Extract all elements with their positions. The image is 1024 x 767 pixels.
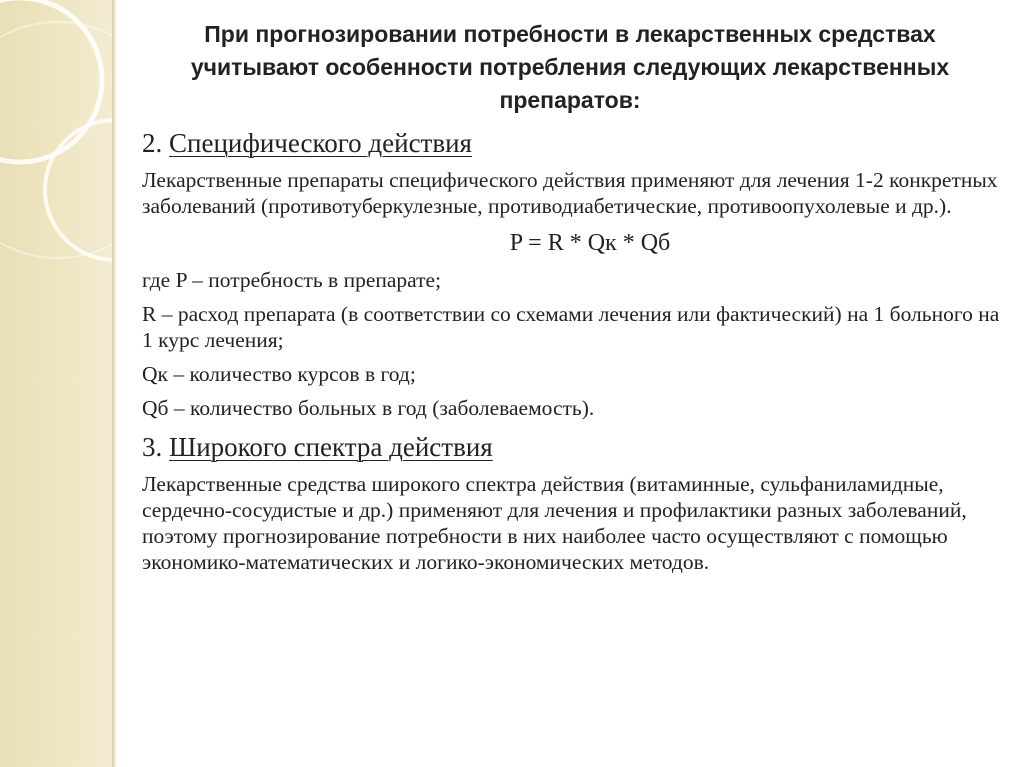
formula: P = R * Qк * Qб — [509, 230, 671, 256]
slide-content — [140, 18, 1000, 581]
section-3-title: Широкого спектра действия — [169, 432, 493, 462]
section-2-text: Лекарственные препараты специфического действия применяют для лечения 1-2 конкретных заболеваний (противотуберкулезные, противодиабетические, противоопухолевые и др.). — [142, 168, 998, 218]
definition-p: где P – потребность в препарате; — [142, 268, 442, 292]
section-2-heading — [142, 125, 1000, 161]
decorative-side-panel — [0, 0, 112, 767]
side-panel-edge — [112, 0, 116, 767]
slide-title: При прогнозировании потребности в лекарственных средствах учитывают особенности потребления следующих лекарственных препаратов: — [190, 21, 950, 113]
definition-r: R – расход препарата (в соответствии со схемами лечения или фактический) на 1 больного на 1 курс лечения; — [142, 302, 1000, 352]
definition-qk: Qк – количество курсов в год; — [142, 362, 416, 386]
definition-qb: Qб – количество больных в год (заболеваемость). — [142, 396, 595, 420]
decorative-circles — [0, 0, 112, 767]
section-3-number: 3. — [142, 432, 163, 462]
section-3-heading — [142, 429, 1000, 465]
section-3-text: Лекарственные средства широкого спектра действия (витаминные, сульфаниламидные, сердечно-сосудистые и др.) применяют для лечения и профилактики разных заболеваний, поэтому прогнозирование потребности в них наиболее часто осуществляют с помощью экономико-математических и логико-экономических методов. — [142, 472, 967, 574]
section-2-title: Специфического действия — [169, 128, 472, 158]
section-2-number: 2. — [142, 128, 163, 158]
